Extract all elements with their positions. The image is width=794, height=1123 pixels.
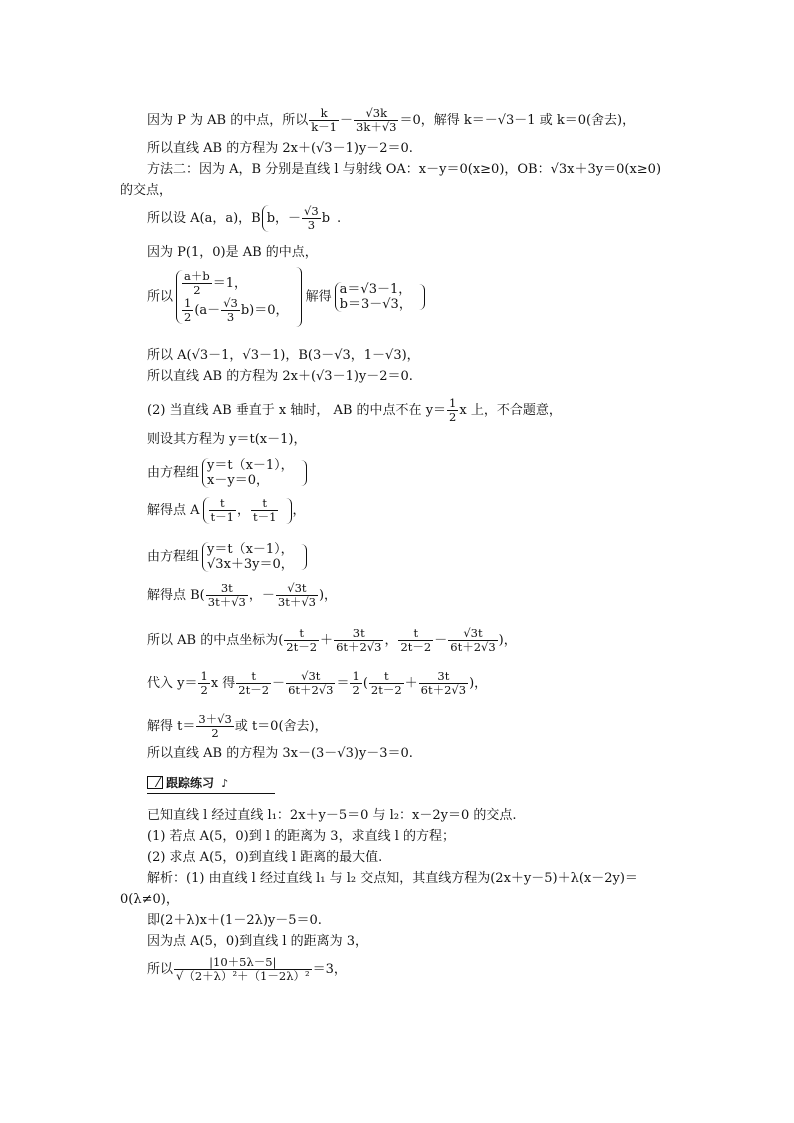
line-3: 方法二：因为 A，B 分别是直线 l 与射线 OA：x－y＝0(x≥0)，OB：√3x＋3y＝0(x≥0) xyxy=(147,162,662,177)
line-25: 即(2＋λ)x＋(1－2λ)y－5＝0. xyxy=(147,913,322,928)
denominator: k－1 xyxy=(311,120,338,134)
fraction xyxy=(447,397,458,424)
text: 所以设 A(a，a)，B xyxy=(147,211,261,226)
text: ，－ xyxy=(248,588,275,603)
line-12 xyxy=(147,458,307,488)
denominator: 3 xyxy=(226,310,235,324)
equation-system xyxy=(202,542,298,572)
solution-system xyxy=(335,282,416,312)
fraction xyxy=(302,205,321,232)
text: ( xyxy=(362,676,368,691)
fraction xyxy=(334,627,383,654)
denominator: 2 xyxy=(184,310,192,324)
pencil-box-icon xyxy=(147,776,163,789)
numerator: t xyxy=(209,497,236,511)
fraction xyxy=(251,497,278,524)
text: b，－ xyxy=(266,211,302,226)
text: 所以 xyxy=(147,962,174,977)
text: ＝ xyxy=(336,676,350,691)
equation-system xyxy=(176,270,293,324)
line-19: 所以直线 AB 的方程为 3x－(3－√3)y－3＝0. xyxy=(147,746,413,761)
line-8: 所以 A(√3－1，√3－1)，B(3－√3，1－√3)， xyxy=(147,348,420,363)
denominator: 6t＋2√3 xyxy=(450,640,496,654)
numerator: k xyxy=(309,107,339,121)
denominator: 6t＋2√3 xyxy=(336,640,382,654)
fraction xyxy=(174,956,312,983)
denominator: 2t－2 xyxy=(238,683,270,697)
fraction xyxy=(369,670,404,697)
denominator: 2 xyxy=(200,683,208,697)
text: － xyxy=(434,633,448,648)
numerator: 1 xyxy=(449,396,457,410)
text: )， xyxy=(318,588,338,603)
numerator: a＋b xyxy=(184,269,210,283)
footprints-icon: ♪ xyxy=(221,777,229,790)
denominator: 2t－2 xyxy=(400,640,432,654)
line-22: (2) 求点 A(5，0)到直线 l 距离的最大值. xyxy=(147,850,383,865)
text: 所以 xyxy=(147,289,174,305)
row-1 xyxy=(181,270,289,297)
fraction xyxy=(448,627,497,654)
brace-right xyxy=(301,544,307,570)
numerator: 3＋√3 xyxy=(198,712,232,726)
line-23: 解析：(1) 由直线 l 经过直线 l₁ 与 l₂ 交点知，其直线方程为(2x＋y－5)＋λ(x－2y)＝ xyxy=(147,871,638,886)
brace-right xyxy=(419,284,425,310)
line-24: 0(λ≠0)， xyxy=(120,892,179,907)
brace-right xyxy=(301,460,307,486)
line-11: 则设其方程为 y＝t(x－1)， xyxy=(147,432,307,447)
line-16 xyxy=(147,627,517,654)
text: 解得 xyxy=(305,289,332,305)
line-14 xyxy=(147,542,307,572)
brace-right xyxy=(296,267,302,327)
fraction xyxy=(284,627,319,654)
fraction xyxy=(209,497,236,524)
denominator: t－1 xyxy=(210,510,234,524)
fraction xyxy=(398,627,433,654)
text: 因为 P 为 AB 的中点，所以 xyxy=(147,113,309,128)
denominator: 3k＋√3 xyxy=(356,120,397,134)
row-2: √3x＋3y＝0， xyxy=(207,557,294,572)
line-15 xyxy=(147,582,337,609)
fraction xyxy=(286,670,335,697)
line-2: 所以直线 AB 的方程为 2x＋(√3－1)y－2＝0. xyxy=(147,141,413,156)
fraction xyxy=(196,713,233,740)
fraction xyxy=(206,582,248,609)
text: 解得点 B( xyxy=(147,588,205,603)
badge-label: 跟踪练习 xyxy=(166,776,215,790)
text: 解得 t＝ xyxy=(147,719,196,734)
text: 解得点 A xyxy=(147,503,200,518)
denominator: 2 xyxy=(211,726,219,740)
divider xyxy=(147,793,275,794)
numerator: √3t xyxy=(286,670,335,684)
text: ＝1， xyxy=(212,276,248,291)
numerator: √3 xyxy=(304,204,319,218)
text: ＋ xyxy=(320,633,334,648)
line-26: 因为点 A(5，0)到直线 l 的距离为 3， xyxy=(147,934,369,949)
line-1 xyxy=(147,107,635,134)
line-20: 已知直线 l 经过直线 l₁：2x＋y－5＝0 与 l₂：x－2y＝0 的交点. xyxy=(147,808,517,823)
numerator: t xyxy=(236,670,271,684)
fraction xyxy=(350,670,361,697)
fraction xyxy=(182,297,193,324)
denominator: 3t＋√3 xyxy=(277,595,316,609)
section-badge xyxy=(147,776,228,790)
text: x 上，不合题意， xyxy=(459,403,562,418)
numerator: t xyxy=(251,497,278,511)
text: 代入 y＝ xyxy=(147,676,198,691)
text: ， xyxy=(292,503,306,518)
line-5 xyxy=(147,205,341,232)
denominator: 6t＋2√3 xyxy=(420,683,467,697)
numerator: √3t xyxy=(276,582,318,596)
numerator: √3t xyxy=(448,627,497,641)
text: － xyxy=(340,113,354,128)
denominator: 2 xyxy=(193,283,201,297)
numerator: 1 xyxy=(184,296,192,310)
row-1: a＝√3－1， xyxy=(339,282,412,297)
line-6: 因为 P(1，0)是 AB 的中点， xyxy=(147,245,318,260)
denominator: 3t＋√3 xyxy=(207,595,246,609)
row-1: y＝t（x－1）， xyxy=(207,458,294,473)
row-1: y＝t（x－1）， xyxy=(207,542,294,557)
text: ＝0，解得 k＝－√3－1 或 k＝0(舍去)， xyxy=(399,113,636,128)
numerator: 3t xyxy=(334,627,383,641)
text: ＋ xyxy=(404,676,418,691)
numerator: |10＋5λ－5| xyxy=(174,956,312,970)
denominator: t－1 xyxy=(253,510,277,524)
denominator: 2 xyxy=(449,410,457,424)
denominator: 2t－2 xyxy=(370,683,402,697)
row-2: b＝3－√3， xyxy=(339,297,412,312)
line-17 xyxy=(147,670,487,697)
line-21: (1) 若点 A(5，0)到 l 的距离为 3，求直线 l 的方程； xyxy=(147,829,456,844)
numerator: t xyxy=(369,670,404,684)
row-2: x－y＝0， xyxy=(207,473,269,488)
numerator: 1 xyxy=(200,669,208,683)
line-27 xyxy=(147,956,347,983)
fraction xyxy=(276,582,318,609)
numerator: 3t xyxy=(419,670,468,684)
text: － xyxy=(272,676,286,691)
brace xyxy=(262,205,334,232)
fraction xyxy=(182,270,212,297)
numerator: t xyxy=(284,627,319,641)
denominator: √（2＋λ）²＋（1－2λ）² xyxy=(176,969,310,983)
fraction xyxy=(236,670,271,697)
line-9: 所以直线 AB 的方程为 2x＋(√3－1)y－2＝0. xyxy=(147,369,413,384)
denominator: 3 xyxy=(307,218,316,232)
text: )， xyxy=(498,633,517,648)
line-13 xyxy=(147,497,305,524)
text: ， xyxy=(384,633,398,648)
denominator: 2 xyxy=(352,683,360,697)
text: (2) 当直线 AB 垂直于 x 轴时， AB 的中点不在 y＝ xyxy=(147,403,447,418)
line-7 xyxy=(147,267,425,327)
numerator: √3k xyxy=(354,107,398,121)
fraction xyxy=(354,107,398,134)
numerator: √3 xyxy=(223,296,238,310)
text: a－ xyxy=(199,303,221,318)
text: )， xyxy=(469,676,488,691)
line-10 xyxy=(147,397,562,424)
text: x 得 xyxy=(210,676,236,691)
brace xyxy=(203,497,284,524)
text: 或 t＝0(舍去)， xyxy=(234,719,328,734)
text: 所以 AB 的中点坐标为( xyxy=(147,633,284,648)
denominator: 6t＋2√3 xyxy=(288,683,334,697)
row-2: $\frac{1}{2}$ (a－ $\frac{√3}{3}$ b)＝0， xyxy=(184,296,289,324)
numerator: 1 xyxy=(352,669,360,683)
fraction xyxy=(419,670,468,697)
equation-system xyxy=(202,458,298,488)
fraction xyxy=(198,670,209,697)
text: 由方程组 xyxy=(147,465,200,481)
text: ， xyxy=(236,503,250,518)
line-18 xyxy=(147,713,328,740)
numerator: t xyxy=(398,627,433,641)
text: . xyxy=(337,211,342,226)
text: b)＝0， xyxy=(240,303,289,318)
text: b xyxy=(321,211,331,226)
text: 由方程组 xyxy=(147,549,200,565)
numerator: 3t xyxy=(206,582,248,596)
denominator: 2t－2 xyxy=(286,640,318,654)
text: ＝3， xyxy=(312,962,347,977)
fraction xyxy=(309,107,339,134)
line-4: 的交点， xyxy=(120,183,173,198)
fraction xyxy=(221,297,240,324)
